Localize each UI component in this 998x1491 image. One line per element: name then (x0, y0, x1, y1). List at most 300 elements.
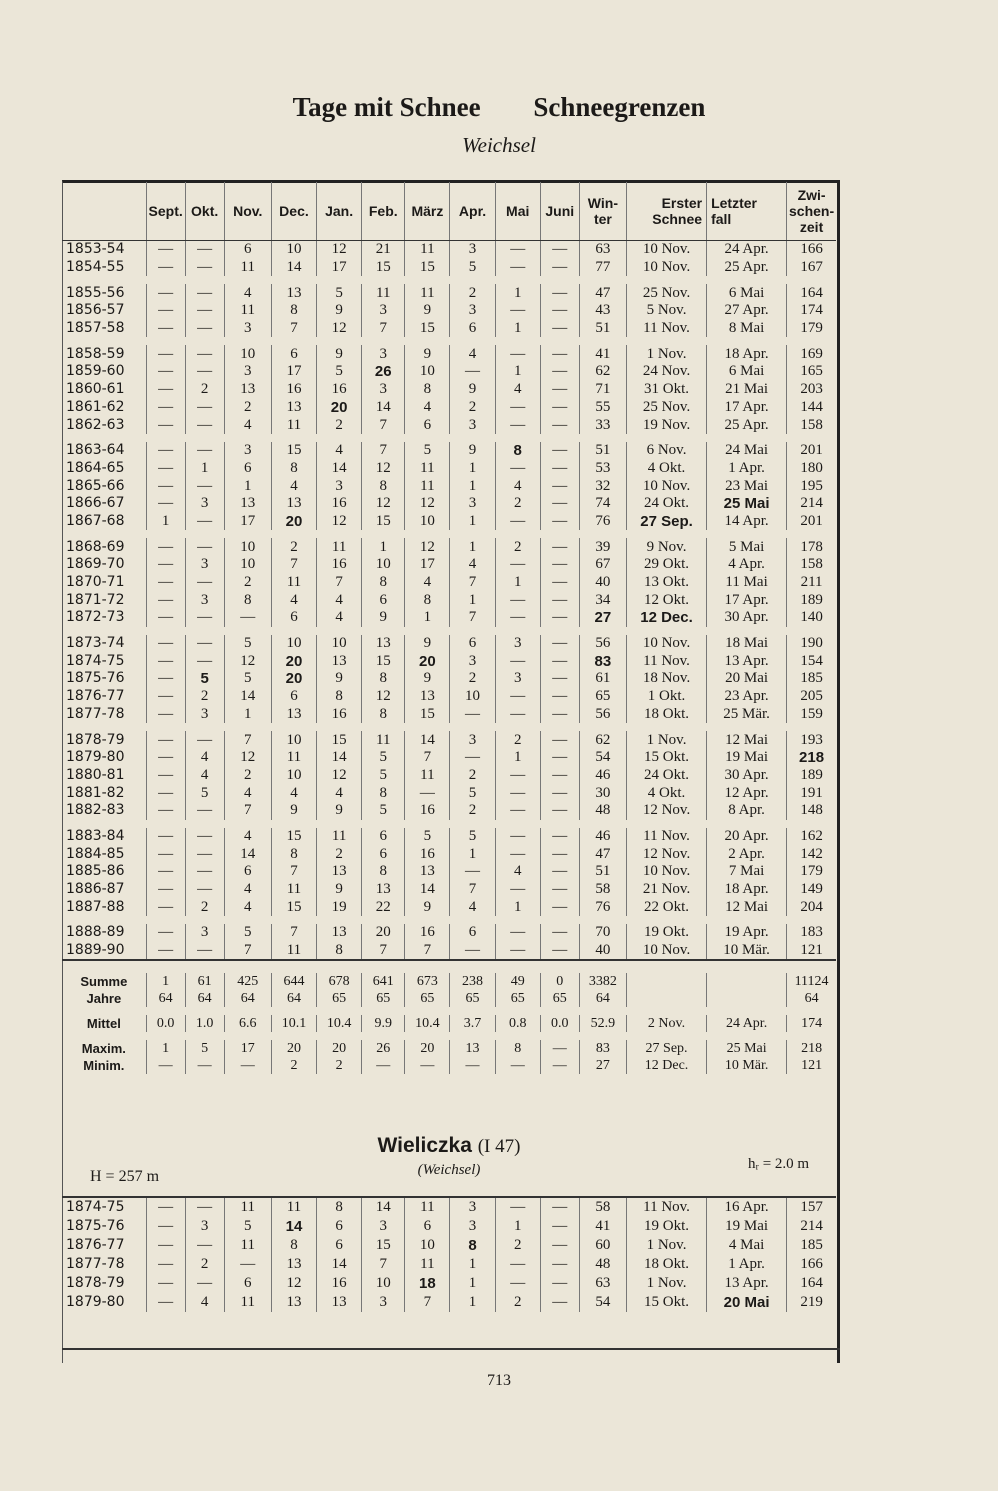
value-cell: 1 (185, 460, 224, 478)
value-cell: 10 (362, 1274, 405, 1293)
value-cell: 3 (450, 241, 495, 259)
value-cell: 17 Apr. (707, 591, 787, 609)
value-cell: 51 (579, 320, 626, 338)
summary-value: 26 (362, 1040, 405, 1057)
value-cell: 12 (405, 495, 450, 513)
table-row (62, 574, 836, 592)
value-cell: 14 (405, 881, 450, 899)
value-cell: 9 (317, 802, 362, 820)
value-cell: 11 (271, 881, 316, 899)
value-cell: 11 (224, 259, 271, 277)
value-cell: 30 Apr. (707, 609, 787, 627)
schneefall-label-right: fall (711, 211, 732, 227)
value-cell: 2 (450, 670, 495, 688)
year-cell: 1864-65 (66, 459, 125, 476)
summary-value: — (495, 1057, 540, 1074)
summary-label: Mittel (86, 1016, 121, 1032)
value-cell: 56 (579, 635, 626, 653)
value-cell: 8 (271, 1236, 316, 1255)
table-row (62, 1217, 836, 1236)
value-cell: 4 (185, 767, 224, 785)
summary-value: 0.8 (495, 1015, 540, 1032)
value-cell: 169 (787, 345, 836, 363)
value-cell: 56 (579, 706, 626, 724)
value-cell: — (185, 513, 224, 531)
table-row (62, 942, 836, 961)
value-cell: — (540, 495, 579, 513)
summary-value: 64 (224, 990, 271, 1007)
value-cell: 8 (271, 845, 316, 863)
value-cell: 1 (450, 591, 495, 609)
value-cell: 140 (787, 609, 836, 627)
value-cell: 8 Apr. (707, 802, 787, 820)
value-cell: 40 (579, 574, 626, 592)
value-cell: 4 Mai (707, 1236, 787, 1255)
group-spacer (62, 337, 836, 345)
value-cell: 6 (224, 863, 271, 881)
value-cell: — (146, 863, 185, 881)
value-cell: 5 (317, 363, 362, 381)
summary-value: 64 (579, 990, 626, 1007)
value-cell: 48 (579, 802, 626, 820)
value-cell: 11 (271, 749, 316, 767)
year-cell: 1857-58 (66, 320, 125, 337)
value-cell: 8 (405, 381, 450, 399)
value-cell: 10 (224, 556, 271, 574)
value-cell: — (540, 345, 579, 363)
value-cell: 3 (450, 495, 495, 513)
value-cell: 1 (146, 513, 185, 531)
value-cell: — (540, 284, 579, 302)
value-cell: — (495, 1274, 540, 1293)
table-row (62, 828, 836, 846)
table-row (62, 399, 836, 417)
col-header: Okt. (185, 182, 224, 241)
value-cell: 2 (450, 802, 495, 820)
value-cell: 185 (787, 1236, 836, 1255)
value-cell: — (540, 731, 579, 749)
value-cell: 1 Apr. (707, 460, 787, 478)
value-cell: — (146, 898, 185, 916)
value-cell: 47 (579, 284, 626, 302)
value-cell: 8 (317, 1197, 362, 1217)
table-row (62, 652, 836, 670)
value-cell: — (495, 1197, 540, 1217)
value-cell: 19 Mai (707, 1217, 787, 1236)
value-cell: — (540, 881, 579, 899)
value-cell: — (146, 302, 185, 320)
value-cell: 14 (405, 731, 450, 749)
spacer-cell (62, 1007, 836, 1015)
value-cell: — (540, 898, 579, 916)
summary-value: 64 (146, 990, 185, 1007)
table-row (62, 460, 836, 478)
value-cell: 41 (579, 1217, 626, 1236)
value-cell: 15 Okt. (627, 749, 707, 767)
value-cell: 12 (317, 767, 362, 785)
year-cell: 1879-80 (66, 1294, 125, 1310)
value-cell: 20 (271, 652, 316, 670)
value-cell: — (146, 442, 185, 460)
value-cell: 32 (579, 477, 626, 495)
value-cell: 15 (362, 1236, 405, 1255)
table-row (62, 609, 836, 627)
value-cell: 7 (362, 416, 405, 434)
value-cell: 4 Okt. (627, 784, 707, 802)
value-cell: 10 (450, 688, 495, 706)
summary-spacer (62, 1007, 836, 1015)
summary-spacer (62, 1032, 836, 1040)
summary-value: 65 (450, 990, 495, 1007)
value-cell: 10 Nov. (627, 477, 707, 495)
value-cell: — (146, 477, 185, 495)
value-cell: 2 (450, 767, 495, 785)
value-cell: 9 (450, 381, 495, 399)
year-header (62, 182, 146, 241)
value-cell: 157 (787, 1197, 836, 1217)
value-cell: — (540, 538, 579, 556)
value-cell: — (146, 241, 185, 259)
value-cell: 8 (362, 477, 405, 495)
value-cell: 3 (495, 670, 540, 688)
value-cell: 8 (362, 706, 405, 724)
value-cell: 12 Nov. (627, 802, 707, 820)
col-header: Sept. (146, 182, 185, 241)
value-cell: 25 Nov. (627, 284, 707, 302)
value-cell: 1 Nov. (627, 345, 707, 363)
year-cell: 1859-60 (66, 363, 125, 380)
value-cell: 219 (787, 1293, 836, 1312)
value-cell: — (405, 784, 450, 802)
summary-value: 20 (405, 1040, 450, 1057)
value-cell: 83 (579, 652, 626, 670)
value-cell: 13 Apr. (707, 1274, 787, 1293)
value-cell: 16 Apr. (707, 1197, 787, 1217)
col-header: Dec. (271, 182, 316, 241)
summary-value: 0.0 (146, 1015, 185, 1032)
value-cell: 1 (450, 1274, 495, 1293)
value-cell: 3 (224, 320, 271, 338)
value-cell: 8 (271, 460, 316, 478)
value-cell: 11 (405, 1197, 450, 1217)
summary-value: — (146, 1057, 185, 1074)
value-cell: 164 (787, 1274, 836, 1293)
value-cell: — (146, 259, 185, 277)
table-row (62, 767, 836, 785)
value-cell: 21 Nov. (627, 881, 707, 899)
value-cell: 15 (405, 259, 450, 277)
table-row (62, 538, 836, 556)
table-row (62, 1274, 836, 1293)
table-row (62, 731, 836, 749)
year-cell: 1885-86 (66, 863, 125, 880)
col-header: Feb. (362, 182, 405, 241)
value-cell: 7 (405, 749, 450, 767)
wieliczka-table (62, 1196, 836, 1312)
year-cell: 1874-75 (66, 652, 125, 669)
summary-value: 12 Dec. (627, 1057, 707, 1074)
value-cell: 23 Mai (707, 477, 787, 495)
value-cell: 12 (271, 1274, 316, 1293)
value-cell: — (185, 345, 224, 363)
value-cell: 11 (362, 284, 405, 302)
value-cell: 12 (317, 241, 362, 259)
value-cell: 7 (271, 863, 316, 881)
summary-value: 27 (579, 1057, 626, 1074)
value-cell: 74 (579, 495, 626, 513)
value-cell: 174 (787, 302, 836, 320)
value-cell: 23 Apr. (707, 688, 787, 706)
value-cell: — (540, 706, 579, 724)
value-cell: 165 (787, 363, 836, 381)
value-cell: 189 (787, 767, 836, 785)
value-cell: 40 (579, 942, 626, 961)
value-cell: 4 (224, 898, 271, 916)
value-cell: 195 (787, 477, 836, 495)
summary-value: 2 (271, 1057, 316, 1074)
spacer-cell (62, 337, 836, 345)
value-cell: 26 (362, 363, 405, 381)
value-cell: 7 (271, 924, 316, 942)
summary-value: 174 (787, 1015, 836, 1032)
value-cell: — (540, 363, 579, 381)
value-cell: 4 (271, 591, 316, 609)
year-cell: 1877-78 (66, 1256, 125, 1272)
value-cell: 6 (271, 345, 316, 363)
summary-value: — (450, 1057, 495, 1074)
value-cell: 3 (450, 652, 495, 670)
value-cell: 6 (450, 924, 495, 942)
value-cell: 2 (450, 399, 495, 417)
summary-value: 65 (362, 990, 405, 1007)
value-cell: 10 (405, 513, 450, 531)
value-cell: 5 (224, 924, 271, 942)
value-cell: 51 (579, 442, 626, 460)
value-cell: 14 (224, 845, 271, 863)
value-cell: 6 (362, 828, 405, 846)
value-cell: 15 (405, 706, 450, 724)
value-cell: 2 (185, 1255, 224, 1274)
table-row (62, 688, 836, 706)
value-cell: 6 (405, 416, 450, 434)
value-cell: — (495, 460, 540, 478)
value-cell: 17 Apr. (707, 399, 787, 417)
value-cell: 5 (362, 749, 405, 767)
value-cell: 13 (317, 1293, 362, 1312)
table-row (62, 363, 836, 381)
value-cell: 39 (579, 538, 626, 556)
value-cell: 43 (579, 302, 626, 320)
value-cell: 1 (450, 460, 495, 478)
value-cell: — (495, 828, 540, 846)
value-cell: 2 (495, 1236, 540, 1255)
value-cell: — (495, 767, 540, 785)
table-row (62, 749, 836, 767)
value-cell: 21 (362, 241, 405, 259)
value-cell: 11 (405, 241, 450, 259)
value-cell: — (495, 591, 540, 609)
summary-label: Jahre (86, 991, 122, 1007)
value-cell: 6 (271, 688, 316, 706)
value-cell: 24 Okt. (627, 767, 707, 785)
value-cell: — (185, 574, 224, 592)
year-cell: 1861-62 (66, 398, 125, 415)
value-cell: 5 Nov. (627, 302, 707, 320)
value-cell: 71 (579, 381, 626, 399)
value-cell: 5 (450, 784, 495, 802)
value-cell: — (185, 538, 224, 556)
value-cell: 10 (405, 1236, 450, 1255)
value-cell: 9 (271, 802, 316, 820)
value-cell: 11 (271, 1197, 316, 1217)
summary-label: Minim. (83, 1058, 125, 1074)
value-cell: 15 (271, 828, 316, 846)
value-cell: 7 (224, 731, 271, 749)
value-cell: 15 (317, 731, 362, 749)
value-cell: 7 (271, 320, 316, 338)
value-cell: 18 (405, 1274, 450, 1293)
value-cell: 54 (579, 749, 626, 767)
value-cell: 11 (362, 731, 405, 749)
col-header: Jan. (317, 182, 362, 241)
value-cell: 158 (787, 556, 836, 574)
value-cell: 1 (495, 284, 540, 302)
value-cell: 11 (405, 284, 450, 302)
value-cell: 214 (787, 495, 836, 513)
value-cell: 205 (787, 688, 836, 706)
value-cell: 7 (362, 320, 405, 338)
value-cell: — (540, 574, 579, 592)
year-cell: 1878-79 (66, 731, 125, 748)
value-cell: 2 (185, 898, 224, 916)
value-cell: 10 Nov. (627, 241, 707, 259)
value-cell: 18 Okt. (627, 1255, 707, 1274)
value-cell: — (495, 1255, 540, 1274)
value-cell: 20 (405, 652, 450, 670)
value-cell: 2 (224, 399, 271, 417)
value-cell: 13 (317, 863, 362, 881)
value-cell: 16 (317, 706, 362, 724)
value-cell: — (540, 749, 579, 767)
value-cell: 15 (362, 513, 405, 531)
table-row (62, 635, 836, 653)
value-cell: 8 (271, 302, 316, 320)
value-cell: — (495, 652, 540, 670)
value-cell: 11 (405, 477, 450, 495)
value-cell: 12 Apr. (707, 784, 787, 802)
summary-row-maxim (62, 1040, 836, 1057)
value-cell: — (146, 881, 185, 899)
value-cell: 27 Sep. (627, 513, 707, 531)
value-cell: 12 Mai (707, 731, 787, 749)
value-cell: 20 (317, 399, 362, 417)
value-cell: 11 Nov. (627, 320, 707, 338)
value-cell: 14 (317, 1255, 362, 1274)
value-cell: 8 (362, 574, 405, 592)
value-cell: 2 (185, 688, 224, 706)
value-cell: 4 (317, 591, 362, 609)
value-cell: — (540, 652, 579, 670)
value-cell: 4 (224, 881, 271, 899)
value-cell: 5 (224, 635, 271, 653)
value-cell: 62 (579, 363, 626, 381)
col-header: März (405, 182, 450, 241)
value-cell: 144 (787, 399, 836, 417)
value-cell: 4 (405, 574, 450, 592)
value-cell: 6 (317, 1217, 362, 1236)
value-cell: — (495, 845, 540, 863)
table-row (62, 924, 836, 942)
value-cell: 10 (271, 731, 316, 749)
value-cell: — (146, 1274, 185, 1293)
value-cell: 31 Okt. (627, 381, 707, 399)
value-cell: — (495, 513, 540, 531)
wieliczka-code: (I 47) (477, 1136, 521, 1157)
value-cell: — (540, 1255, 579, 1274)
summary-value: 61 (185, 973, 224, 990)
value-cell: 11 Mai (707, 574, 787, 592)
value-cell: 10 Nov. (627, 259, 707, 277)
value-cell: 17 (224, 513, 271, 531)
summary-value: 1 (146, 973, 185, 990)
value-cell: 10 (405, 363, 450, 381)
value-cell: 10 Mär. (707, 942, 787, 961)
value-cell: — (495, 706, 540, 724)
table-row (62, 706, 836, 724)
value-cell: 14 Apr. (707, 513, 787, 531)
value-cell: 12 (317, 513, 362, 531)
value-cell: 63 (579, 241, 626, 259)
summary-value: 9.9 (362, 1015, 405, 1032)
value-cell: 11 (224, 302, 271, 320)
table-bottom-rule (62, 1348, 840, 1350)
value-cell: — (185, 845, 224, 863)
value-cell: 4 (224, 416, 271, 434)
value-cell: 179 (787, 320, 836, 338)
summary-value: 1 (146, 1040, 185, 1057)
value-cell: 20 Mai (707, 1293, 787, 1312)
summary-row-mittel (62, 1015, 836, 1032)
value-cell: 46 (579, 828, 626, 846)
value-cell: — (146, 635, 185, 653)
value-cell: — (540, 767, 579, 785)
value-cell: 27 Apr. (707, 302, 787, 320)
col-header: Apr. (450, 182, 495, 241)
value-cell: 20 (362, 924, 405, 942)
value-cell: 6 (450, 635, 495, 653)
value-cell: 183 (787, 924, 836, 942)
value-cell: 9 (405, 898, 450, 916)
value-cell: 61 (579, 670, 626, 688)
table-row (62, 241, 836, 259)
year-cell: 1888-89 (66, 924, 125, 941)
summary-value: 83 (579, 1040, 626, 1057)
value-cell: 1 (495, 320, 540, 338)
value-cell: — (540, 924, 579, 942)
year-cell: 1884-85 (66, 845, 125, 862)
table-row (62, 845, 836, 863)
value-cell: — (185, 635, 224, 653)
value-cell: — (450, 863, 495, 881)
summary-value: 64 (787, 990, 836, 1007)
value-cell: 55 (579, 399, 626, 417)
value-cell: 190 (787, 635, 836, 653)
value-cell: 1 (224, 477, 271, 495)
table-row (62, 898, 836, 916)
year-cell: 1879-80 (66, 749, 125, 766)
value-cell: 6 Mai (707, 363, 787, 381)
value-cell: 5 (317, 284, 362, 302)
